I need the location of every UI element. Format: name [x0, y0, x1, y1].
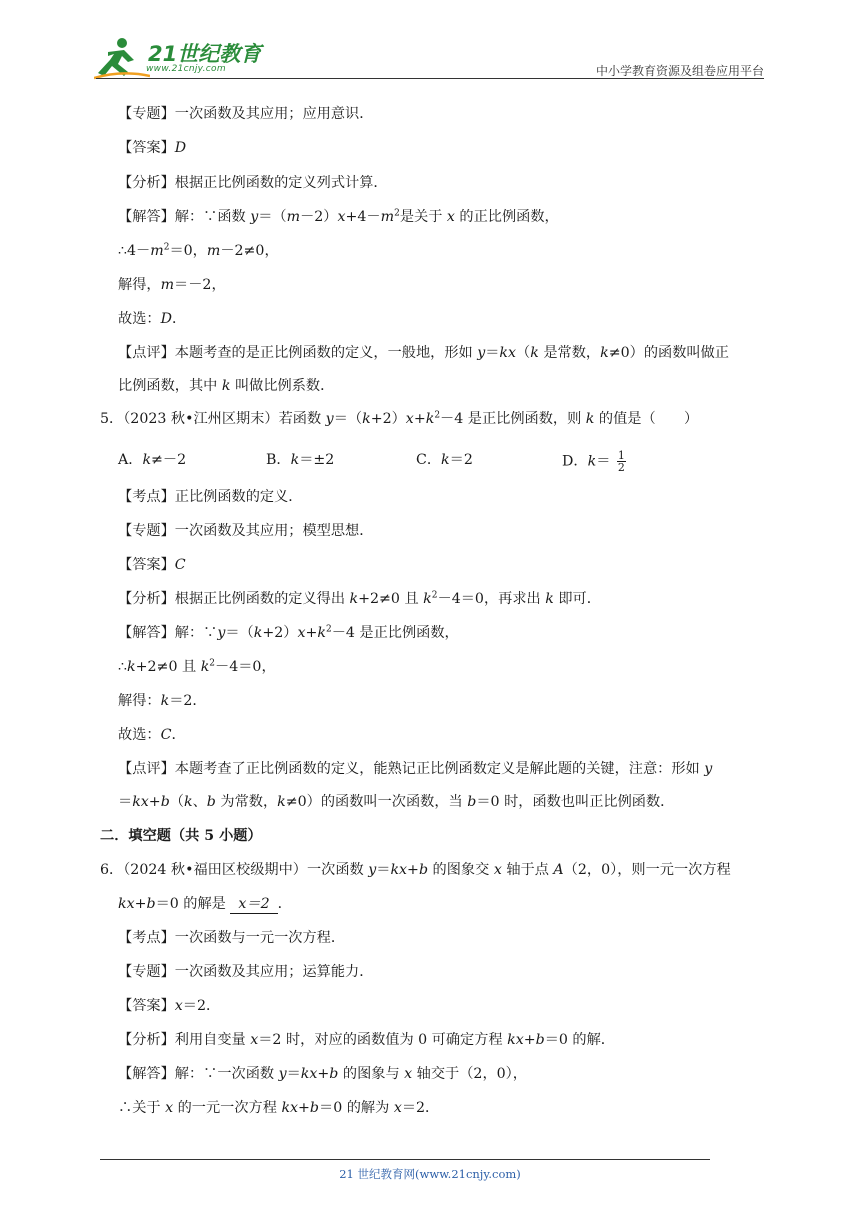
q6-topic: 【专题】一次函数及其应用；运算能力．	[118, 964, 374, 980]
q6-answer: 【答案】x＝2．	[118, 998, 221, 1014]
q6-analysis: 【分析】利用自变量 x＝2 时，对应的函数值为 0 可确定方程 kx+b＝0 的解．	[118, 1032, 615, 1048]
q5-topic: 【专题】一次函数及其应用；模型思想．	[118, 523, 374, 539]
runner-icon	[94, 36, 150, 80]
q5-solution-line4: 故选：C．	[118, 727, 186, 743]
q5-comment-line2: ＝kx+b（k、b 为常数，k≠0）的函数叫一次函数，当 b＝0 时，函数也叫正比例函数．	[118, 794, 675, 810]
q5-analysis: 【分析】根据正比例函数的定义得出 k+2≠0 且 $k^2-4=0$，再求出 k 即可．	[118, 590, 601, 607]
q5-option-a: A．k≠－2	[118, 452, 187, 468]
q4-solution-line1: 【解答】解：∵函数 $y=(m-2)x+4-m^2$是关于 x 的正比例函数，	[118, 208, 559, 225]
q5-option-c: C．k＝2	[416, 452, 473, 468]
q6-solution-line2: ∴关于 x 的一元一次方程 kx+b＝0 的解为 x＝2．	[118, 1100, 440, 1116]
q4-comment-line1: 【点评】本题考查的是正比例函数的定义，一般地，形如 y＝kx（k 是常数，k≠0）的函数叫做正	[118, 345, 729, 361]
logo-url: www.21cnjy.com	[146, 64, 226, 74]
logo-text: 21世纪教育	[148, 42, 262, 66]
page-header	[0, 0, 860, 90]
answer-blank: x＝2	[230, 895, 277, 914]
q5-option-b: B．k＝±2	[266, 452, 335, 468]
section-title-fill-in: 二．填空题（共 5 小题）	[100, 828, 262, 844]
q5-answer: 【答案】C	[118, 557, 186, 573]
site-logo	[94, 36, 264, 80]
q6-kaodian: 【考点】一次函数与一元一次方程．	[118, 930, 346, 946]
q6-solution-line1: 【解答】解：∵一次函数 y＝kx+b 的图象与 x 轴交于（2，0），	[118, 1066, 527, 1082]
q5-option-d: D．k＝ $\frac{1}{2}$	[562, 449, 625, 474]
q4-solution-line4: 故选：D．	[118, 311, 187, 327]
q5-comment-line1: 【点评】本题考查了正比例函数的定义，能熟记正比例函数定义是解此题的关键，注意：形如 y	[118, 761, 713, 777]
fraction-one-half: $\frac{1}{2}$	[617, 449, 625, 474]
platform-title: 中小学教育资源及组卷应用平台	[595, 64, 764, 78]
q5-solution-line2: ∴k+2≠0 且 $k^2-4=0$，	[118, 658, 276, 675]
footer-divider	[100, 1159, 710, 1160]
q4-topic: 【专题】一次函数及其应用；应用意识．	[118, 106, 374, 122]
q4-solution-line3: 解得，m＝－2，	[118, 277, 226, 293]
q4-solution-line2: $\therefore 4-m^2=0$，m－2≠0，	[118, 242, 279, 259]
header-divider	[96, 78, 764, 79]
q5-kaodian: 【考点】正比例函数的定义．	[118, 489, 303, 505]
q5-solution-line1: 【解答】解：$\because y=(k+2)x+k^2-4$ 是正比例函数，	[118, 624, 459, 641]
q4-answer: 【答案】D	[118, 140, 187, 156]
q6-stem-line1: 6．（2024 秋•福田区校级期中）一次函数 y＝kx+b 的图象交 x 轴于点 A（2，0），则一元一次方程	[100, 862, 731, 878]
q5-stem: 5．（2023 秋•江州区期末）若函数 $y=(k+2)x+k^2-4$ 是正比例函数，则 k 的值是（ ）	[100, 410, 699, 427]
q6-stem-line2: kx+b＝0 的解是 x＝2 ．	[118, 896, 292, 912]
q5-solution-line3: 解得：k＝2．	[118, 693, 207, 709]
q4-comment-line2: 比例函数，其中 k 叫做比例系数．	[118, 378, 335, 394]
q4-analysis: 【分析】根据正比例函数的定义列式计算．	[118, 175, 388, 191]
page-footer: 21 世纪教育网(www.21cnjy.com)	[339, 1167, 521, 1181]
